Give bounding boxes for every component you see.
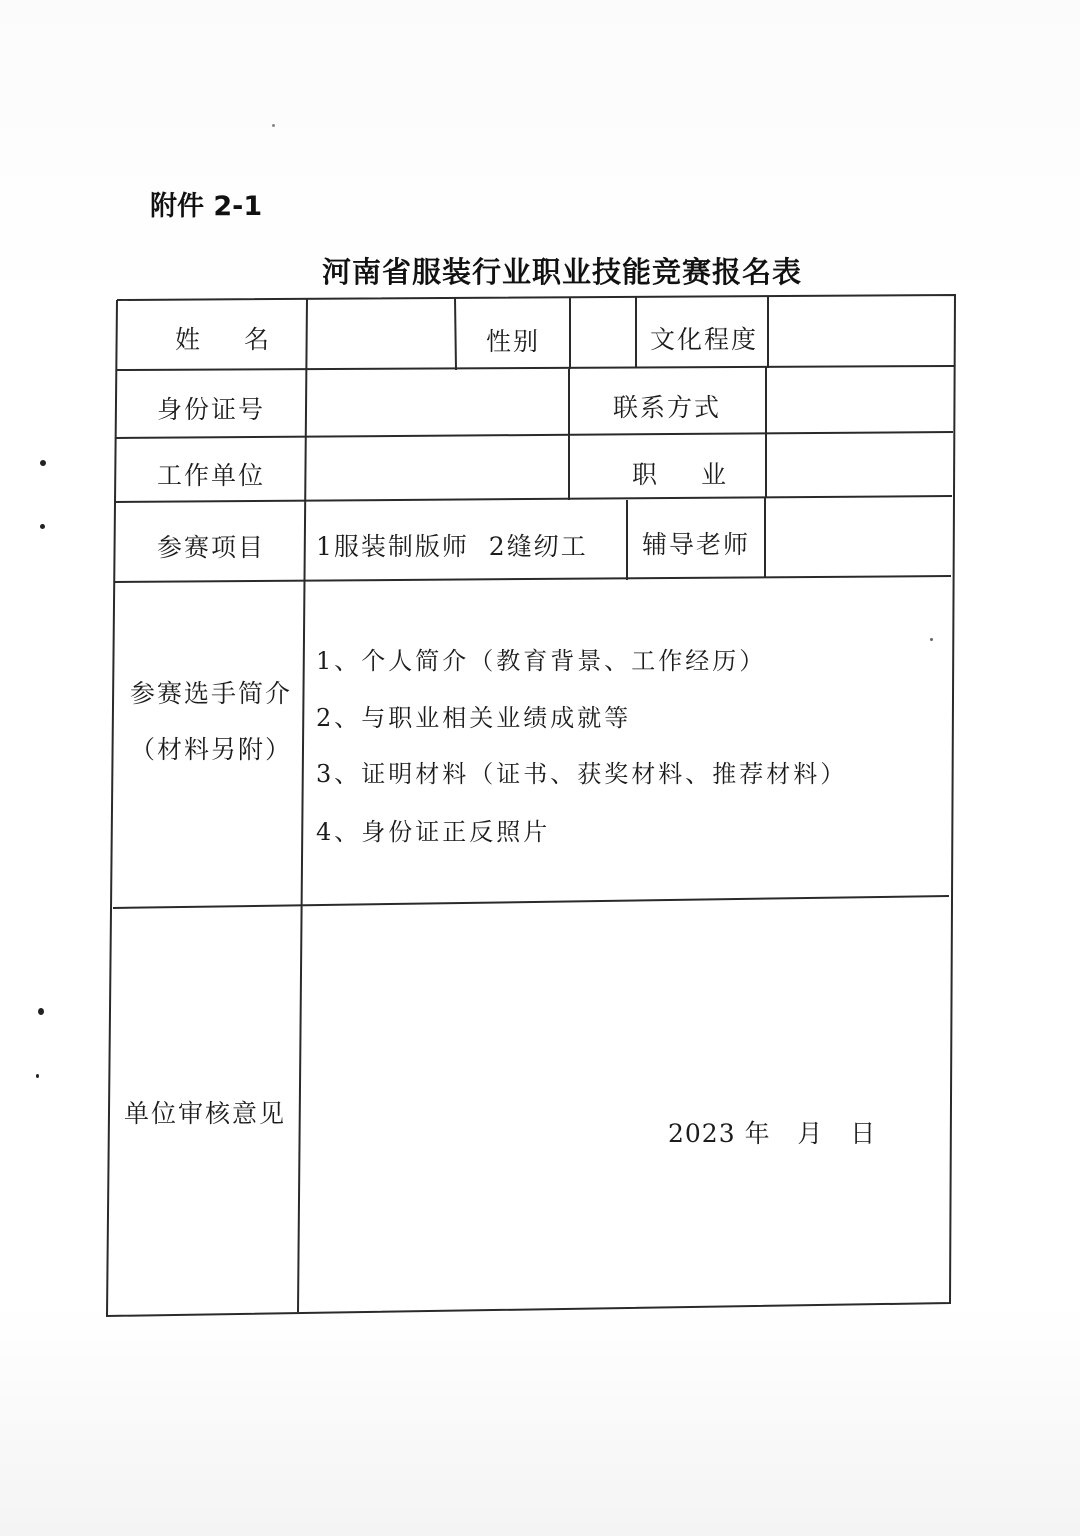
- scan-speck: [40, 524, 45, 529]
- work-unit-label: 工作单位: [157, 461, 266, 490]
- education-label: 文化程度: [650, 325, 759, 354]
- gender-label: 性别: [486, 327, 541, 356]
- review-label: 单位审核意见: [124, 1099, 287, 1128]
- profile-item: 4、身份证正反照片: [316, 818, 551, 846]
- profile-item: 1、个人简介（教育背景、工作经历）: [316, 647, 767, 675]
- event-label: 参赛项目: [157, 533, 266, 562]
- contact-label: 联系方式: [613, 393, 722, 422]
- mentor-label: 辅导老师: [642, 530, 751, 559]
- attachment-label: 附件 2-1: [150, 191, 263, 222]
- profile-label: 参赛选手简介: [130, 679, 293, 708]
- event-options: 1服装制版师 2缝纫工: [316, 532, 588, 561]
- review-date: 2023 年 月 日: [668, 1119, 877, 1148]
- form-title: 河南省服装行业职业技能竞赛报名表: [322, 255, 803, 289]
- scan-speck: [36, 1074, 39, 1078]
- scan-speck: [40, 460, 46, 466]
- profile-label-note: （材料另附）: [130, 735, 293, 764]
- id-number-label: 身份证号: [157, 395, 266, 424]
- profile-item: 2、与职业相关业绩成就等: [316, 704, 632, 732]
- occupation-label: 职 业: [632, 460, 744, 489]
- scan-speck: [38, 1008, 44, 1015]
- profile-item: 3、证明材料（证书、获奖材料、推荐材料）: [316, 760, 848, 788]
- name-label: 姓 名: [175, 325, 287, 354]
- scan-speck: [930, 638, 933, 641]
- scan-speck: [272, 124, 275, 127]
